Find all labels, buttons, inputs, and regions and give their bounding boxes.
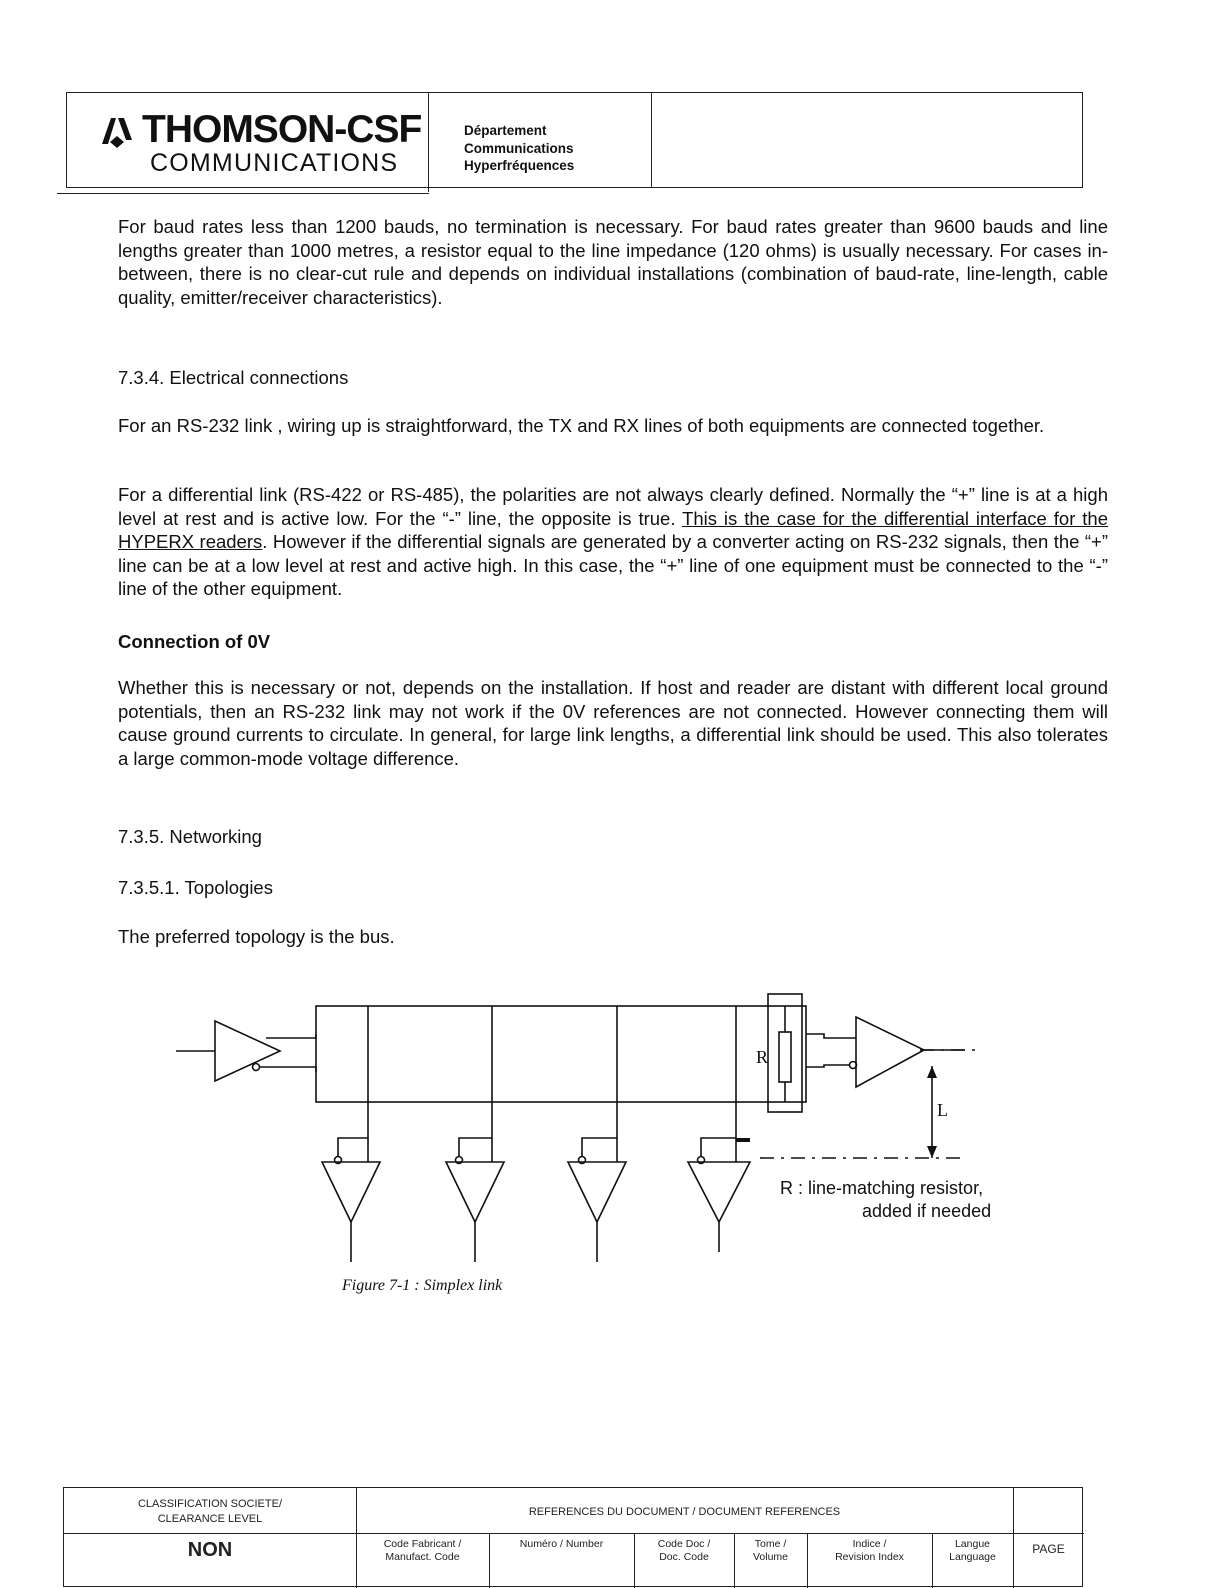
table-divider xyxy=(64,1533,1084,1534)
table-divider xyxy=(1013,1488,1014,1588)
section-heading-7-3-5-1: 7.3.5.1. Topologies xyxy=(118,877,273,898)
column-label-line: Langue xyxy=(954,1538,991,1550)
header-underline xyxy=(57,193,429,194)
document-reference-table xyxy=(63,1487,1083,1587)
section-heading-7-3-4: 7.3.4. Electrical connections xyxy=(118,367,349,388)
dimension-arrowhead xyxy=(927,1066,937,1078)
column-label-line: Code Doc / xyxy=(657,1538,711,1550)
column-label-line: Tome / xyxy=(754,1538,787,1550)
column-label-line: Revision Index xyxy=(835,1551,904,1563)
department-line: Hyperfréquences xyxy=(464,158,575,173)
tap-wire xyxy=(701,1102,736,1156)
tap-receiver xyxy=(688,1162,750,1222)
subheading-connection-0v: Connection of 0V xyxy=(118,631,271,652)
column-label-line: Code Fabricant / xyxy=(383,1538,462,1550)
emitter-wire xyxy=(266,1034,316,1038)
dimension-arrowhead xyxy=(927,1146,937,1158)
receiver-wire xyxy=(806,1034,856,1038)
paragraph-differential-underlined: This is the case for the differential interface for the HYPERX readers xyxy=(118,507,1108,552)
emitter-driver xyxy=(215,1021,280,1081)
simplex-link-diagram xyxy=(170,990,1000,1270)
tap-wire xyxy=(459,1102,492,1156)
paragraph-differential xyxy=(118,483,1108,601)
inverting-output-bubble xyxy=(253,1064,260,1071)
tap-receiver xyxy=(568,1162,626,1222)
tap-receiver xyxy=(446,1162,504,1222)
receiver-wire xyxy=(806,1065,850,1067)
line-receiver xyxy=(856,1017,924,1087)
column-doc-code xyxy=(634,1538,734,1564)
bus-line xyxy=(316,1006,806,1102)
thomson-logo-icon xyxy=(98,114,134,150)
junction-mark xyxy=(736,1138,750,1142)
column-volume xyxy=(734,1538,807,1564)
column-revision-index xyxy=(807,1538,932,1564)
paragraph-0v: Whether this is necessary or not, depends on the installation. If host and reader are distant with different local ground potentials, then an RS-232 link may not work if the 0V references are not connected. However connecting them will cause ground currents to circulate. In general, for large link lengths, a differential link should be used. This also tolerates a large common-mode voltage difference. xyxy=(118,677,1108,769)
section-heading-7-3-5: 7.3.5. Networking xyxy=(118,826,262,847)
tap-receiver xyxy=(322,1162,380,1222)
paragraph-differential-part: . However if the differential signals are generated by a converter acting on RS-232 signals, then the “+” line can be at a low level at rest and active high. In this case, the “+” line of one equipment must be connected to the “-” line of the other equipment. xyxy=(118,531,1108,599)
column-language xyxy=(932,1538,1013,1564)
department-line: Communications xyxy=(464,140,574,156)
legend-resistor-note: added if needed xyxy=(862,1201,992,1221)
column-label-line: Manufact. Code xyxy=(385,1551,460,1563)
column-page: PAGE xyxy=(1032,1542,1065,1556)
resistor-label: R xyxy=(756,1047,769,1067)
legend-resistor: R : line-matching resistor, xyxy=(780,1178,984,1198)
clearance-label-line: CLEARANCE LEVEL xyxy=(157,1513,263,1525)
emitter-wire xyxy=(260,1067,316,1072)
department-block xyxy=(464,122,574,175)
column-label-line: Language xyxy=(949,1551,996,1563)
column-label-line: Doc. Code xyxy=(659,1551,709,1563)
column-label-line: Volume xyxy=(752,1551,789,1563)
paragraph-topology: The preferred topology is the bus. xyxy=(118,926,395,947)
length-label: L xyxy=(937,1100,948,1120)
paragraph-termination: For baud rates less than 1200 bauds, no termination is necessary. For baud rates greater than 9600 bauds and line lengths greater than 1000 metres, a resistor equal to the line impedance (120 ohms) is usually necessary. For cases in-between, there is no clear-cut rule and depends on individual installations (combination of baud-rate, line-length, cable quality, emitter/receiver characteristics). xyxy=(118,216,1108,308)
column-number: Numéro / Number xyxy=(519,1538,604,1550)
department-line: Département xyxy=(464,123,547,138)
clearance-value: NON xyxy=(187,1539,233,1561)
tap-wire xyxy=(582,1102,617,1156)
column-manufacturer-code xyxy=(356,1538,489,1564)
resistor-icon xyxy=(779,1032,791,1082)
paragraph-differential-part: For a differential link (RS-422 or RS-485), the polarities are not always clearly defined. Normally the “+” line is at a high level at rest and is active low. For the “-” line, the opposite is true. xyxy=(118,484,1108,529)
column-label-line: Indice / xyxy=(852,1538,887,1550)
tap-wire xyxy=(338,1102,368,1156)
header-divider xyxy=(428,92,429,192)
figure-caption: Figure 7-1 : Simplex link xyxy=(342,1277,503,1294)
header-divider xyxy=(651,92,652,188)
clearance-label-line: CLASSIFICATION SOCIETE/ xyxy=(137,1498,283,1510)
company-logo xyxy=(98,108,422,180)
paragraph-rs232: For an RS-232 link , wiring up is straightforward, the TX and RX lines of both equipments are connected together. xyxy=(118,415,1045,436)
clearance-label xyxy=(64,1497,356,1527)
company-division: COMMUNICATIONS xyxy=(150,149,399,177)
company-name: THOMSON-CSF xyxy=(142,108,422,151)
references-title: REFERENCES DU DOCUMENT / DOCUMENT REFERENCES xyxy=(528,1506,841,1518)
